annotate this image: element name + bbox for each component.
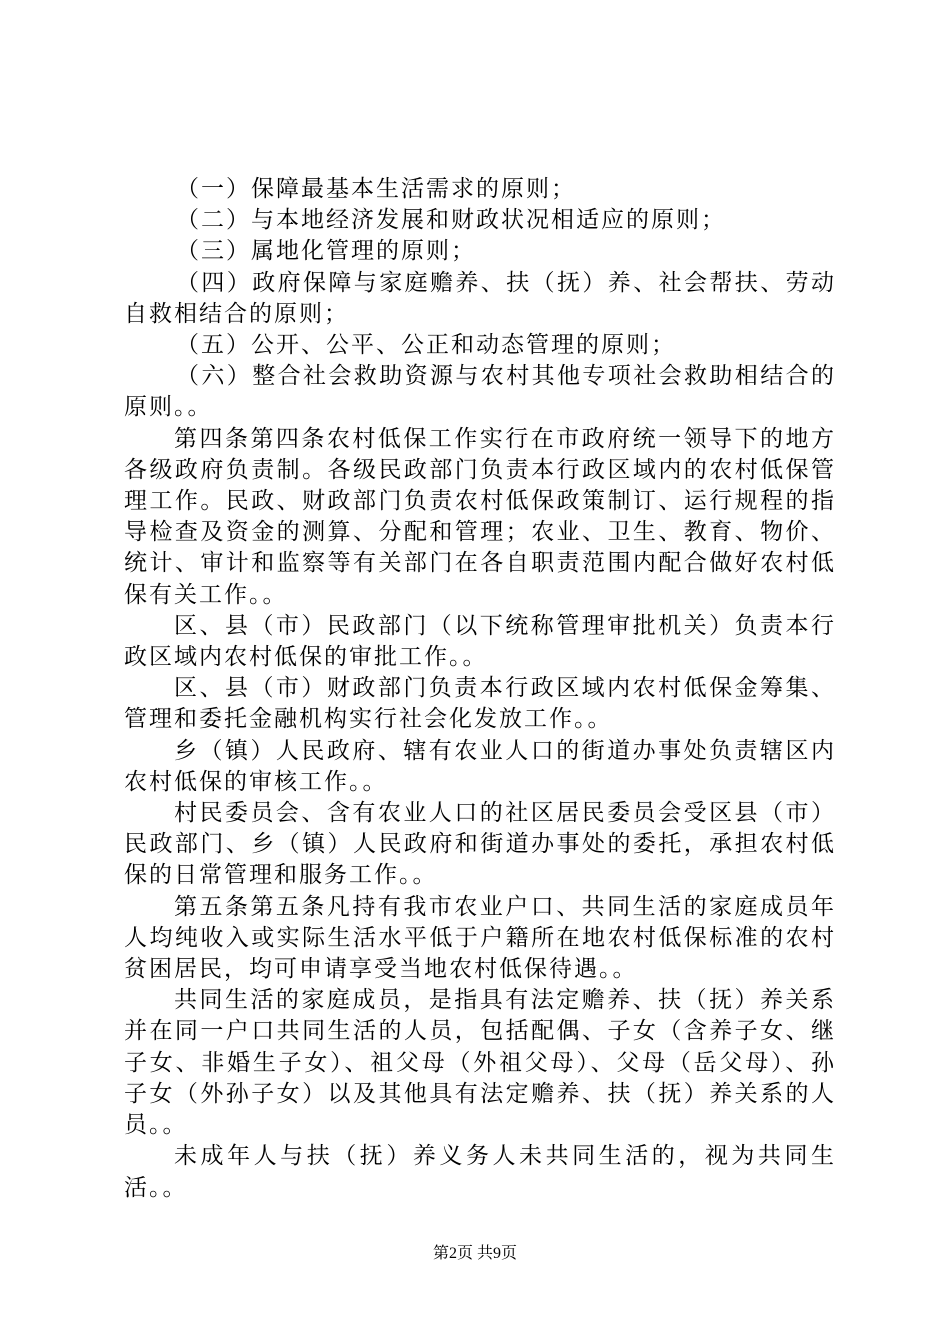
principle-5: （五）公开、公平、公正和动态管理的原则；	[176, 332, 676, 359]
principle-4: （四）政府保障与家庭赡养、扶（抚）养、社会帮扶、劳动自救相结合的原则；	[124, 269, 836, 327]
article-5: 第五条第五条凡持有我市农业户口、共同生活的家庭成员年人均纯收入或实际生活水平低于户籍所在地农村低保标准的农村贫困居民，均可申请享受当地农村低保待遇。。	[124, 893, 836, 983]
page-number-label: 第2页 共9页	[432, 1245, 517, 1262]
principle-3: （三）属地化管理的原则；	[176, 238, 476, 265]
article-4-county-finance: 区、县（市）财政部门负责本行政区域内农村低保金筹集、管理和委托金融机构实行社会化发放工作。。	[124, 675, 836, 733]
principle-1: （一）保障最基本生活需求的原则；	[176, 176, 576, 202]
article-4: 第四条第四条农村低保工作实行在市政府统一领导下的地方各级政府负责制。各级民政部门负责本行政区域内的农村低保管理工作。民政、财政部门负责农村低保政策制订、运行规程的指导检查及资金的测算、分配和管理；农业、卫生、教育、物价、统计、审计和监察等有关部门在各自职责范围内配合做好农村低保有关工作。。	[124, 425, 836, 608]
principle-2: （二）与本地经济发展和财政状况相适应的原则；	[176, 207, 726, 234]
article-4-township: 乡（镇）人民政府、辖有农业人口的街道办事处负责辖区内农村低保的审核工作。。	[124, 737, 836, 795]
article-5-minor-clause: 未成年人与扶（抚）养义务人未共同生活的，视为共同生活。。	[124, 1143, 836, 1201]
page-footer	[0, 1244, 950, 1264]
principle-6: （六）整合社会救助资源与农村其他专项社会救助相结合的原则。。	[124, 363, 836, 421]
article-4-county-civil-affairs: 区、县（市）民政部门（以下统称管理审批机关）负责本行政区域内农村低保的审批工作。。	[124, 612, 836, 671]
document-body	[124, 174, 836, 1204]
article-5-family-definition: 共同生活的家庭成员，是指具有法定赡养、扶（抚）养关系并在同一户口共同生活的人员，包括配偶、子女（含养子女、继子女、非婚生子女）、祖父母（外祖父母）、父母（岳父母）、孙子女（外孙子女）以及其他具有法定赡养、扶（抚）养关系的人员。。	[124, 987, 836, 1139]
article-4-village-committee: 村民委员会、含有农业人口的社区居民委员会受区县（市）民政部门、乡（镇）人民政府和街道办事处的委托，承担农村低保的日常管理和服务工作。。	[124, 800, 836, 889]
